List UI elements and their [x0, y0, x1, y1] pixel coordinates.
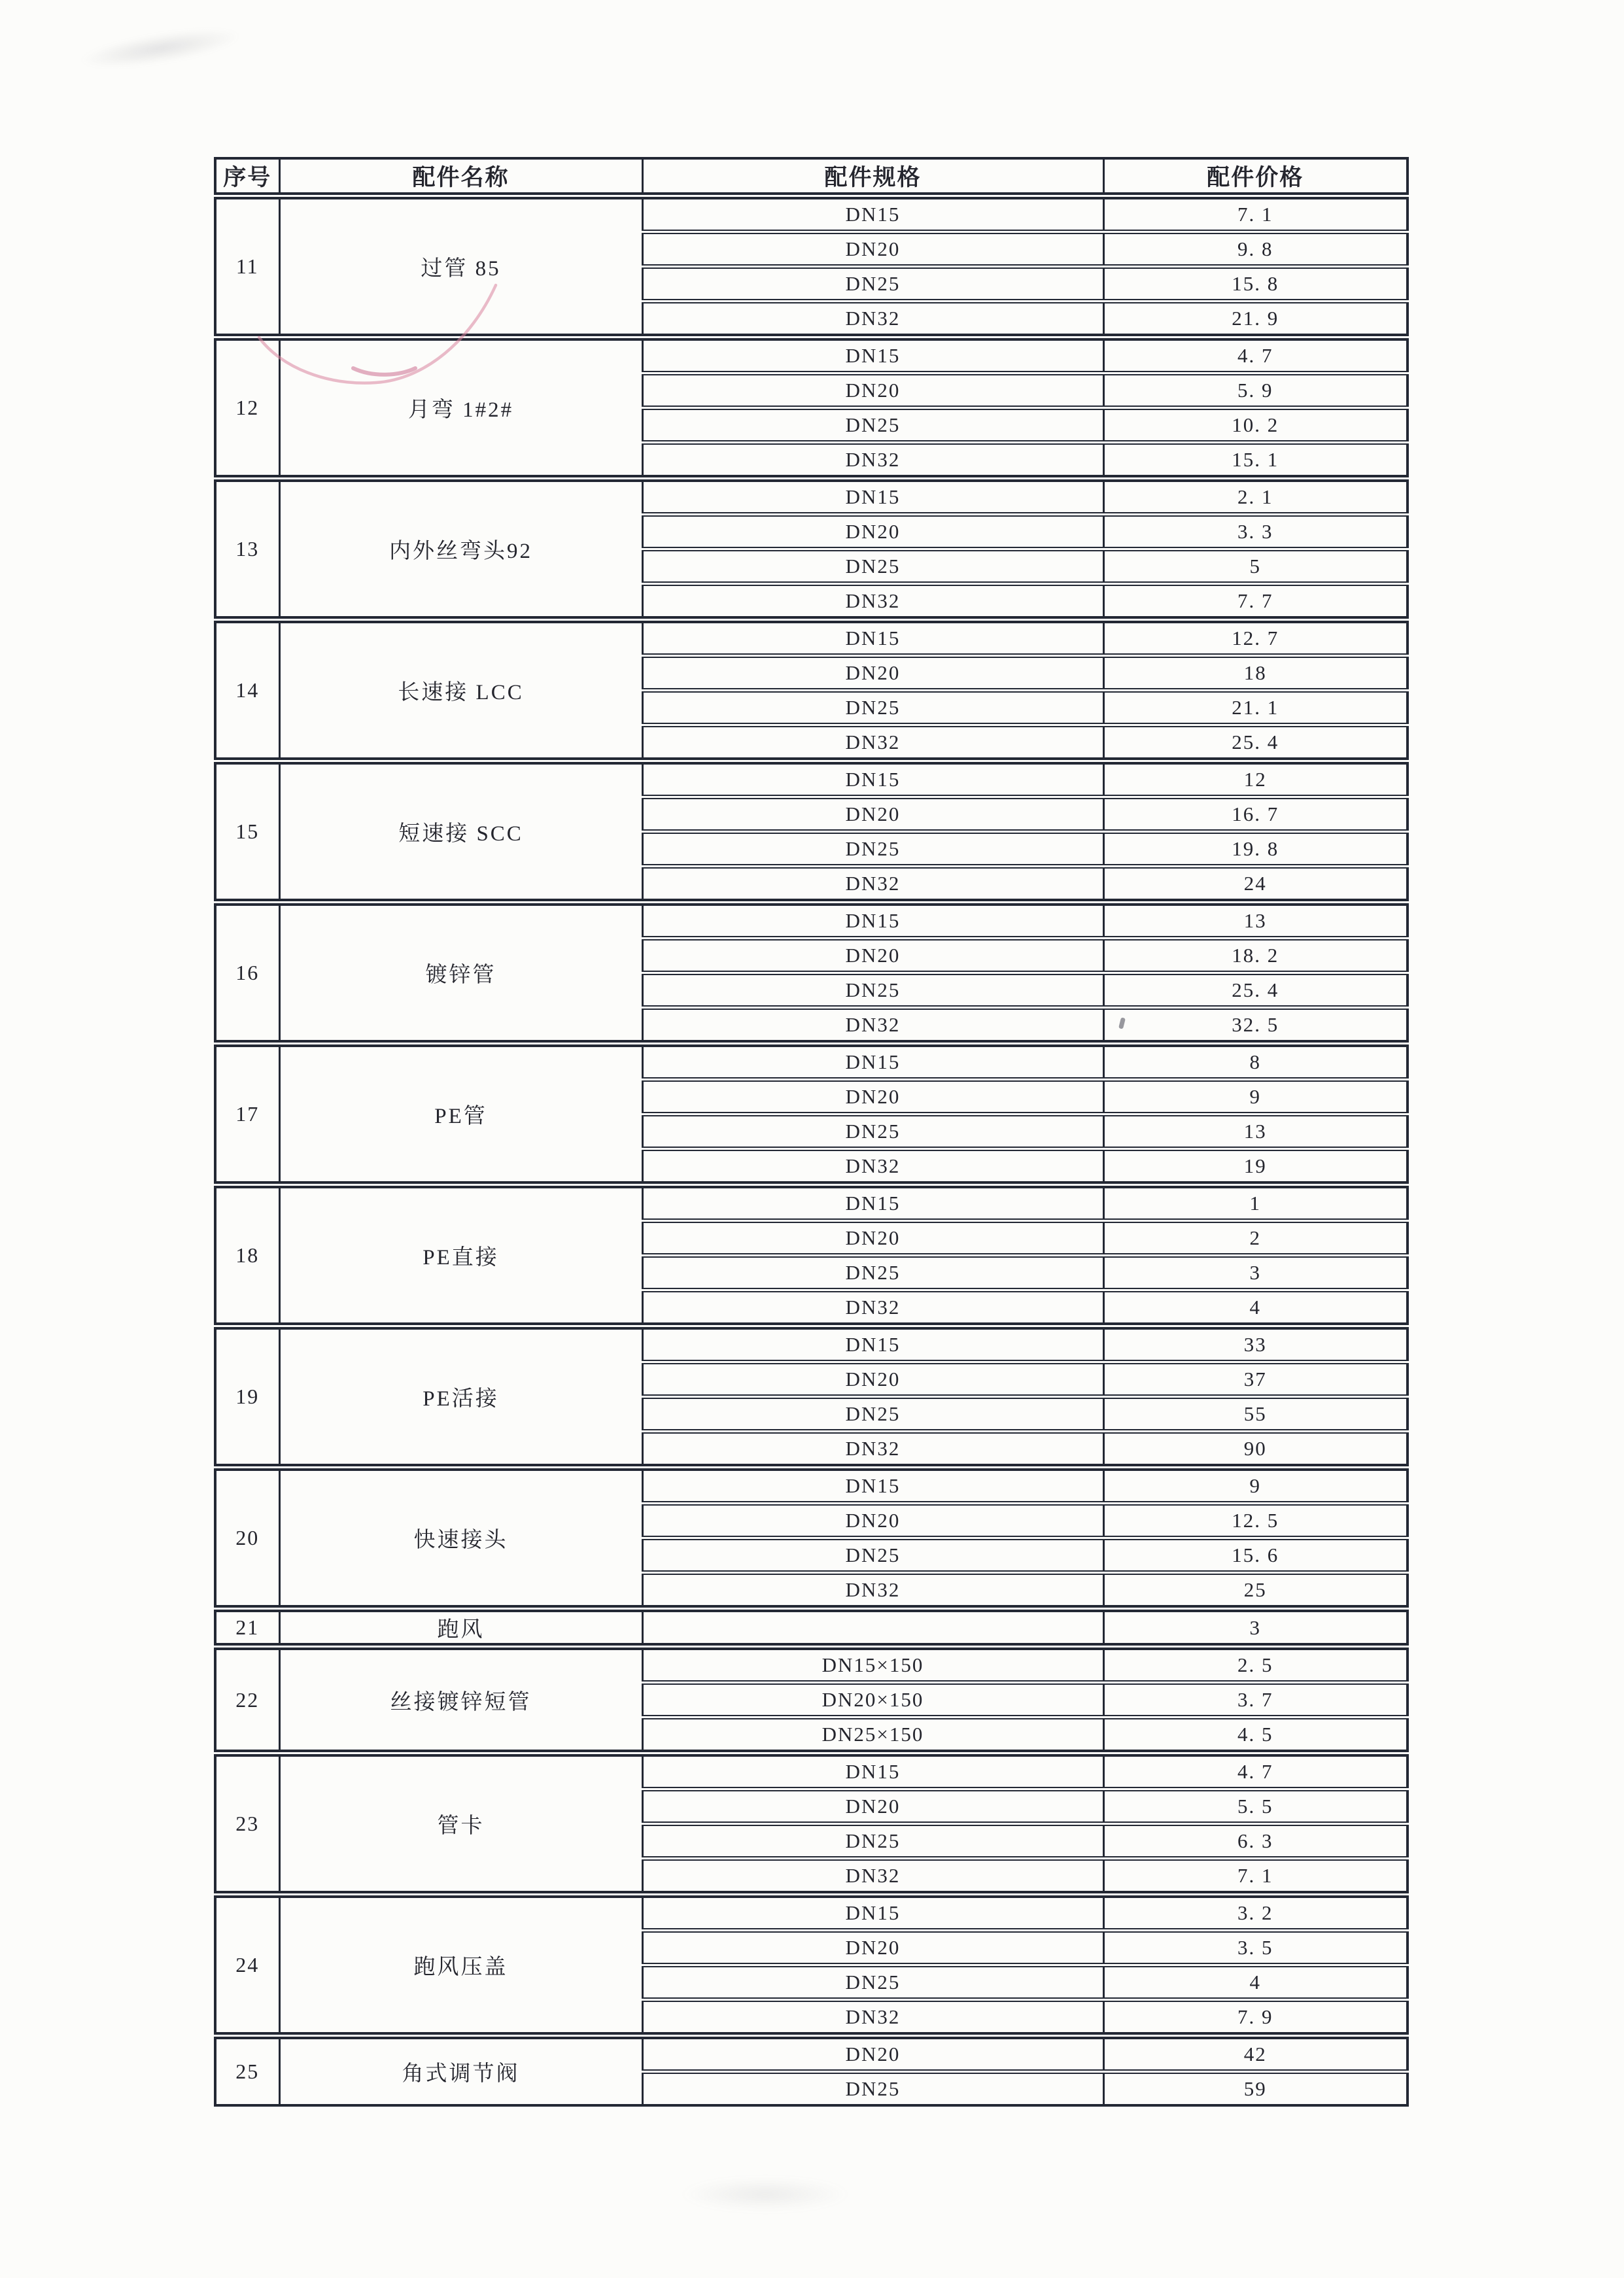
price-cell: 13 [1103, 903, 1408, 939]
spec-cell: DN32 [642, 867, 1103, 903]
row-number-cell: 25 [215, 2036, 279, 2106]
parts-price-table [214, 157, 1409, 2107]
table-row [215, 1185, 1408, 1221]
price-cell: 3 [1103, 1609, 1408, 1647]
price-cell: 42 [1103, 2036, 1408, 2072]
spec-cell: DN15×150 [642, 1647, 1103, 1683]
table-row [215, 196, 1408, 232]
spec-cell: DN25 [642, 973, 1103, 1008]
part-name-cell: 过管 85 [279, 196, 642, 337]
part-name-cell: 镀锌管 [279, 903, 642, 1044]
row-number-cell: 14 [215, 620, 279, 761]
part-name-cell: 长速接 LCC [279, 620, 642, 761]
row-number-cell: 12 [215, 337, 279, 479]
spec-cell: DN20 [642, 1362, 1103, 1397]
spec-cell: DN32 [642, 725, 1103, 761]
price-cell: 7. 1 [1103, 1859, 1408, 1895]
table-row [215, 1647, 1408, 1683]
spec-cell: DN15 [642, 903, 1103, 939]
spec-cell: DN32 [642, 1432, 1103, 1468]
table-row [215, 620, 1408, 656]
row-number-cell: 21 [215, 1609, 279, 1647]
part-name-cell: 快速接头 [279, 1468, 642, 1609]
table-row [215, 337, 1408, 373]
price-cell: 37 [1103, 1362, 1408, 1397]
spec-cell: DN32 [642, 1573, 1103, 1609]
price-cell: 12. 5 [1103, 1504, 1408, 1538]
price-cell: 21. 9 [1103, 302, 1408, 337]
price-cell: 18. 2 [1103, 939, 1408, 973]
price-cell: 4. 7 [1103, 1753, 1408, 1789]
price-cell: 59 [1103, 2072, 1408, 2106]
spec-cell: DN15 [642, 337, 1103, 373]
price-cell: 13 [1103, 1114, 1408, 1149]
spec-cell: DN20 [642, 2036, 1103, 2072]
spec-cell: DN25×150 [642, 1717, 1103, 1753]
price-cell: 15. 1 [1103, 443, 1408, 479]
price-cell: 16. 7 [1103, 797, 1408, 832]
price-cell: 55 [1103, 1397, 1408, 1432]
part-name-cell: 内外丝弯头92 [279, 479, 642, 620]
row-number-cell: 11 [215, 196, 279, 337]
table-row [215, 1609, 1408, 1647]
price-cell: 7. 9 [1103, 2000, 1408, 2036]
part-name-cell: 短速接 SCC [279, 761, 642, 903]
row-number-cell: 16 [215, 903, 279, 1044]
spec-cell [642, 1609, 1103, 1647]
price-cell: 24 [1103, 867, 1408, 903]
part-name-cell: 跑风压盖 [279, 1895, 642, 2036]
table-row [215, 1895, 1408, 1931]
spec-cell: DN25 [642, 1114, 1103, 1149]
table-row [215, 479, 1408, 515]
price-cell: 4. 5 [1103, 1717, 1408, 1753]
row-number-cell: 19 [215, 1326, 279, 1468]
spec-cell: DN20 [642, 797, 1103, 832]
row-number-cell: 18 [215, 1185, 279, 1326]
row-number-cell: 24 [215, 1895, 279, 2036]
part-name-cell: 月弯 1#2# [279, 337, 642, 479]
spec-cell: DN25 [642, 408, 1103, 443]
price-cell: 5. 9 [1103, 373, 1408, 408]
price-cell: 33 [1103, 1326, 1408, 1362]
spec-cell: DN20 [642, 939, 1103, 973]
price-cell: 3 [1103, 1256, 1408, 1290]
price-cell: 2 [1103, 1221, 1408, 1256]
spec-cell: DN20 [642, 515, 1103, 549]
price-cell: 21. 1 [1103, 691, 1408, 725]
spec-cell: DN25 [642, 1824, 1103, 1859]
row-number-cell: 17 [215, 1044, 279, 1185]
price-cell: 12 [1103, 761, 1408, 797]
table-header [215, 158, 1408, 196]
spec-cell: DN20 [642, 373, 1103, 408]
spec-cell: DN32 [642, 1008, 1103, 1044]
price-cell: 90 [1103, 1432, 1408, 1468]
price-cell: 9 [1103, 1080, 1408, 1114]
price-cell: 9 [1103, 1468, 1408, 1504]
price-cell: 10. 2 [1103, 408, 1408, 443]
row-number-cell: 23 [215, 1753, 279, 1895]
spec-cell: DN15 [642, 1044, 1103, 1080]
price-cell: 7. 7 [1103, 584, 1408, 620]
price-cell: 25. 4 [1103, 725, 1408, 761]
table-row [215, 903, 1408, 939]
header-no: 序号 [215, 158, 279, 196]
spec-cell: DN20 [642, 232, 1103, 267]
header-price: 配件价格 [1103, 158, 1408, 196]
spec-cell: DN32 [642, 443, 1103, 479]
price-cell: 7. 1 [1103, 196, 1408, 232]
price-cell: 6. 3 [1103, 1824, 1408, 1859]
price-cell: 3. 5 [1103, 1931, 1408, 1965]
price-cell: 18 [1103, 656, 1408, 691]
spec-cell: DN25 [642, 2072, 1103, 2106]
price-cell: 2. 5 [1103, 1647, 1408, 1683]
spec-cell: DN32 [642, 302, 1103, 337]
header-name: 配件名称 [279, 158, 642, 196]
part-name-cell: PE直接 [279, 1185, 642, 1326]
table-row [215, 2036, 1408, 2072]
spec-cell: DN15 [642, 1326, 1103, 1362]
price-cell: 3. 2 [1103, 1895, 1408, 1931]
spec-cell: DN32 [642, 2000, 1103, 2036]
table-row [215, 1326, 1408, 1362]
spec-cell: DN15 [642, 1753, 1103, 1789]
price-cell: 15. 6 [1103, 1538, 1408, 1573]
scan-smudge-bottom [680, 2178, 850, 2211]
price-cell: 4 [1103, 1290, 1408, 1326]
spec-cell: DN25 [642, 1256, 1103, 1290]
spec-cell: DN25 [642, 549, 1103, 584]
price-cell: 19. 8 [1103, 832, 1408, 867]
price-cell: 5 [1103, 549, 1408, 584]
spec-cell: DN15 [642, 479, 1103, 515]
spec-cell: DN15 [642, 620, 1103, 656]
table-row [215, 761, 1408, 797]
spec-cell: DN15 [642, 1185, 1103, 1221]
spec-cell: DN20 [642, 656, 1103, 691]
price-cell: 25. 4 [1103, 973, 1408, 1008]
spec-cell: DN15 [642, 1895, 1103, 1931]
scan-smudge-top-left [77, 22, 243, 76]
part-name-cell: 跑风 [279, 1609, 642, 1647]
spec-cell: DN20×150 [642, 1683, 1103, 1717]
price-cell: 32. 5 [1103, 1008, 1408, 1044]
table-body [215, 196, 1408, 2106]
row-number-cell: 22 [215, 1647, 279, 1753]
spec-cell: DN25 [642, 1397, 1103, 1432]
price-cell: 19 [1103, 1149, 1408, 1185]
part-name-cell: 丝接镀锌短管 [279, 1647, 642, 1753]
part-name-cell: 角式调节阀 [279, 2036, 642, 2106]
spec-cell: DN15 [642, 196, 1103, 232]
spec-cell: DN20 [642, 1504, 1103, 1538]
price-cell: 25 [1103, 1573, 1408, 1609]
price-cell: 5. 5 [1103, 1789, 1408, 1824]
price-cell: 12. 7 [1103, 620, 1408, 656]
price-cell: 2. 1 [1103, 479, 1408, 515]
row-number-cell: 15 [215, 761, 279, 903]
table-row [215, 1468, 1408, 1504]
spec-cell: DN25 [642, 832, 1103, 867]
spec-cell: DN20 [642, 1931, 1103, 1965]
spec-cell: DN20 [642, 1789, 1103, 1824]
table-row [215, 1753, 1408, 1789]
row-number-cell: 13 [215, 479, 279, 620]
spec-cell: DN25 [642, 1538, 1103, 1573]
spec-cell: DN25 [642, 691, 1103, 725]
spec-cell: DN32 [642, 584, 1103, 620]
spec-cell: DN15 [642, 1468, 1103, 1504]
part-name-cell: 管卡 [279, 1753, 642, 1895]
part-name-cell: PE活接 [279, 1326, 642, 1468]
spec-cell: DN32 [642, 1290, 1103, 1326]
spec-cell: DN20 [642, 1080, 1103, 1114]
header-row [215, 158, 1408, 196]
price-cell: 15. 8 [1103, 267, 1408, 302]
price-cell: 4 [1103, 1965, 1408, 2000]
price-cell: 1 [1103, 1185, 1408, 1221]
part-name-cell: PE管 [279, 1044, 642, 1185]
table-row [215, 1044, 1408, 1080]
spec-cell: DN15 [642, 761, 1103, 797]
price-cell: 3. 7 [1103, 1683, 1408, 1717]
price-cell: 4. 7 [1103, 337, 1408, 373]
price-cell: 3. 3 [1103, 515, 1408, 549]
header-spec: 配件规格 [642, 158, 1103, 196]
price-cell: 8 [1103, 1044, 1408, 1080]
spec-cell: DN25 [642, 1965, 1103, 2000]
price-cell: 9. 8 [1103, 232, 1408, 267]
row-number-cell: 20 [215, 1468, 279, 1609]
spec-cell: DN32 [642, 1859, 1103, 1895]
spec-cell: DN25 [642, 267, 1103, 302]
spec-cell: DN20 [642, 1221, 1103, 1256]
spec-cell: DN32 [642, 1149, 1103, 1185]
